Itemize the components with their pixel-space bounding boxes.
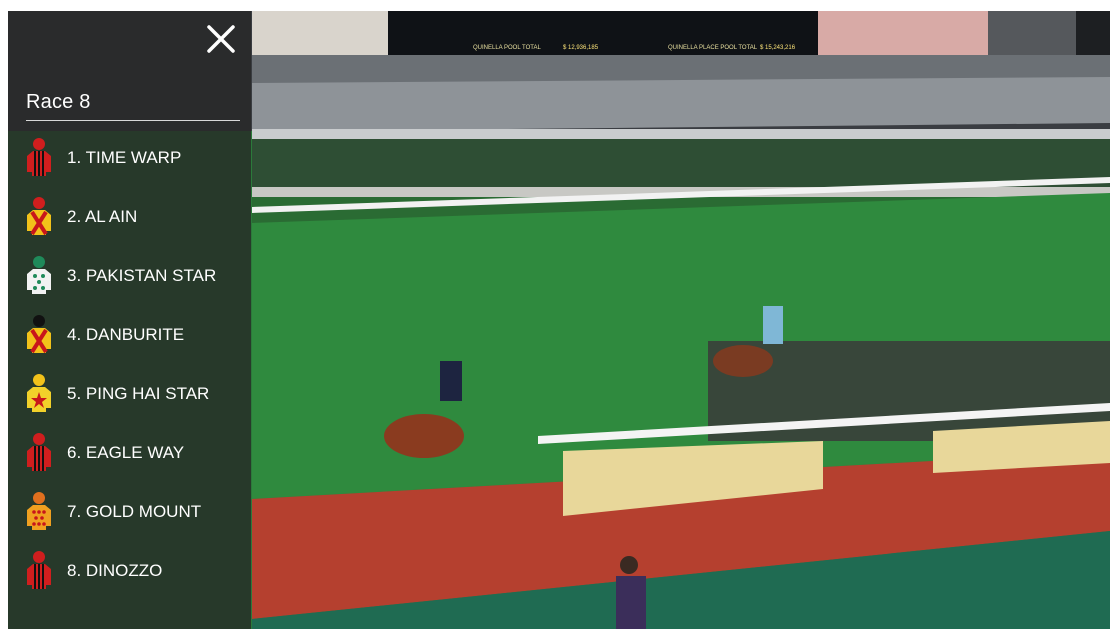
runner-item-2[interactable] [22,195,247,239]
jockey-silk-yellow-star-icon [22,372,56,416]
jockey-silk-white-green-icon [22,254,56,298]
runner-label: 2. AL AIN [67,207,138,226]
close-icon[interactable] [204,22,238,56]
race-title-divider [26,120,240,121]
runner-label: 8. DINOZZO [67,561,163,580]
tote-right-amount: $ 15,243,216 [760,45,796,51]
jockey-silk-red-stripes-icon [22,431,56,475]
jockey-silk-yellow-cross-icon [22,313,56,357]
runner-item-3[interactable] [22,254,247,298]
runner-item-1[interactable] [22,136,247,180]
runner-label: 7. GOLD MOUNT [67,502,202,521]
runner-item-6[interactable] [22,431,247,475]
runner-item-4[interactable] [22,313,247,357]
runner-item-7[interactable] [22,490,247,534]
race-card-panel [8,11,251,629]
runner-label: 4. DANBURITE [67,325,185,344]
runner-label: 6. EAGLE WAY [67,443,185,462]
runner-item-8[interactable] [22,549,247,593]
runner-label: 5. PING HAI STAR [67,384,210,403]
tote-left-amount: $ 12,936,185 [563,45,599,51]
runner-item-5[interactable] [22,372,247,416]
jockey-silk-orange-spots-icon [22,490,56,534]
runner-label: 3. PAKISTAN STAR [67,266,217,285]
tote-right-total: QUINELLA PLACE POOL TOTAL [668,45,758,51]
race-title: Race 8 [26,91,91,113]
runner-label: 1. TIME WARP [67,148,182,167]
jockey-silk-red-stripes-icon [22,549,56,593]
close-button[interactable] [204,22,238,56]
jockey-silk-red-stripes-icon [22,136,56,180]
jockey-silk-yellow-cross-icon [22,195,56,239]
tote-left-total: QUINELLA POOL TOTAL [473,45,541,51]
